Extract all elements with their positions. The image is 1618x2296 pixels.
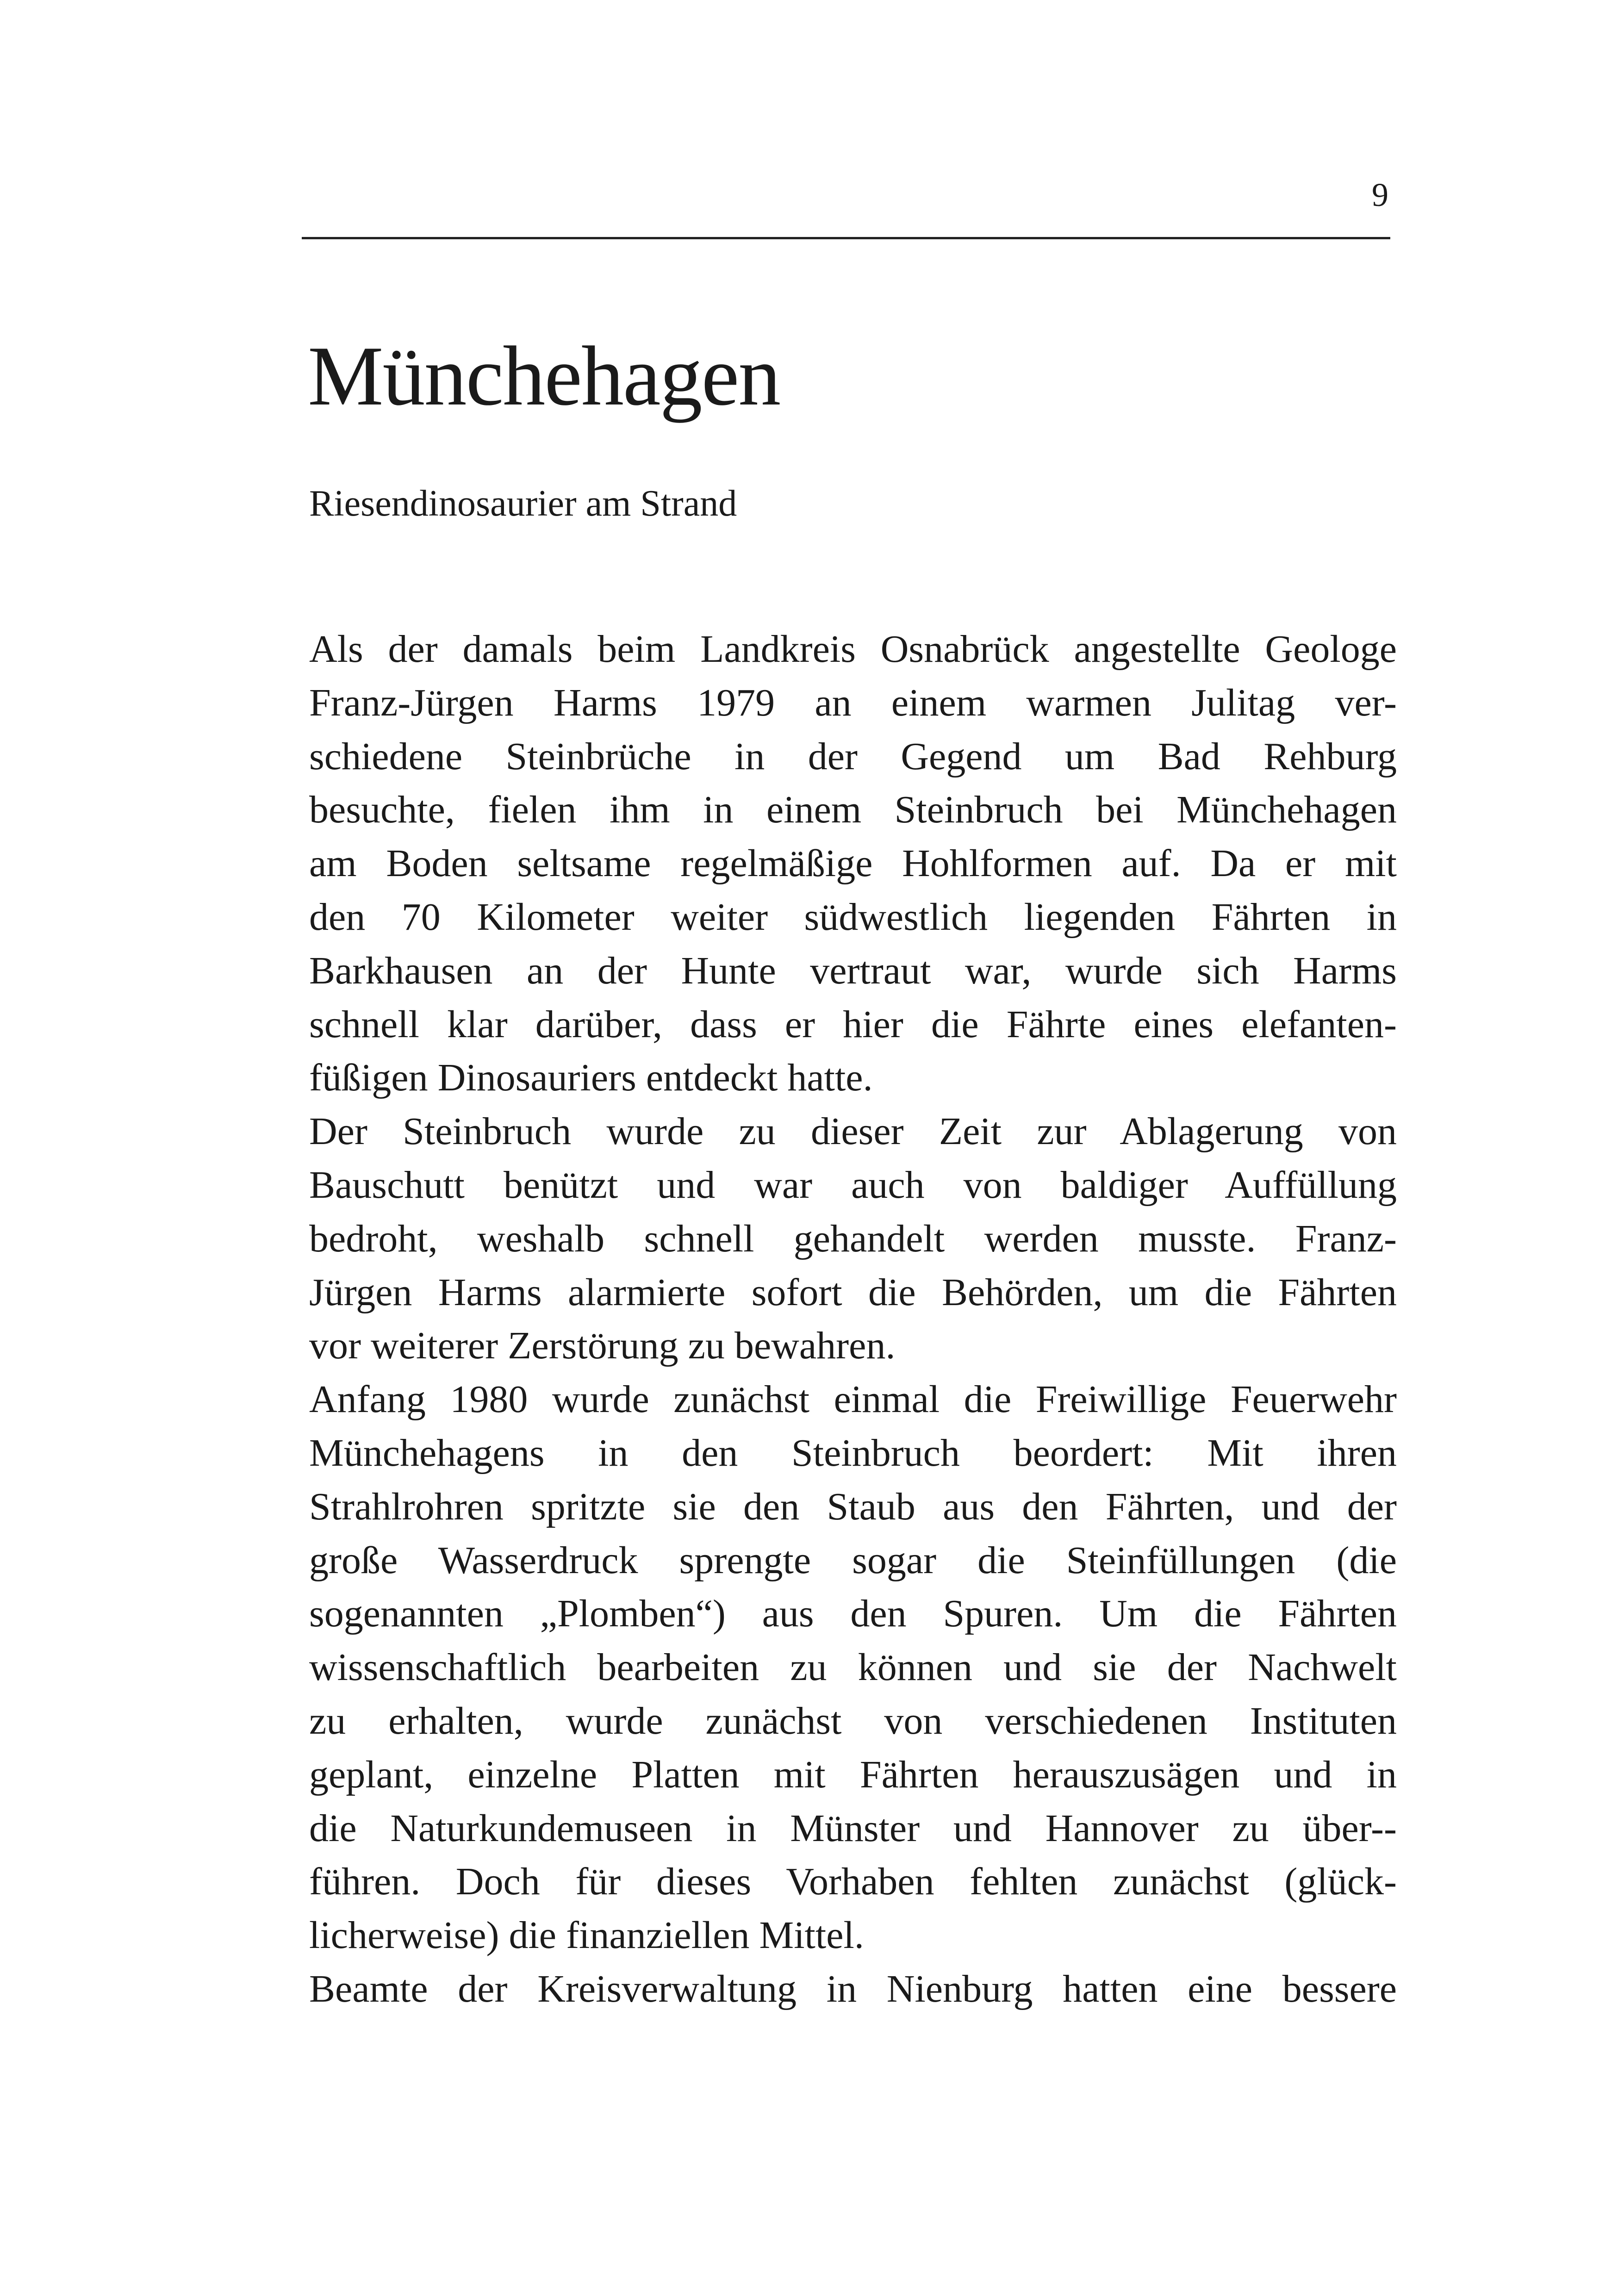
text-line: schnell klar darüber, dass er hier die Fährte eines elefanten- <box>309 1002 1397 1046</box>
text-line: Der Steinbruch wurde zu dieser Zeit zur Ablagerung von <box>309 1110 1397 1153</box>
text-line: große Wasserdruck sprengte sogar die Steinfüllungen (die <box>309 1538 1397 1582</box>
text-line: licherweise) die finanziellen Mittel. <box>309 1914 864 1957</box>
text-line: Barkhausen an der Hunte vertraut war, wurde sich Harms <box>309 949 1397 992</box>
text-line: sogenannten „Plomben“) aus den Spuren. Um die Fährten <box>309 1592 1397 1636</box>
text-line: füßigen Dinosauriers entdeckt hatte. <box>309 1056 873 1100</box>
page-number: 9 <box>1372 176 1388 213</box>
chapter-subtitle: Riesendinosaurier am Strand <box>309 483 737 524</box>
text-line: zu erhalten, wurde zunächst von verschiedenen Instituten <box>309 1699 1397 1742</box>
chapter-title: Münchehagen <box>308 329 780 423</box>
text-line: Bauschutt benützt und war auch von baldiger Auffüllung <box>309 1163 1397 1207</box>
text-line: Als der damals beim Landkreis Osnabrück angestellte Geologe <box>309 628 1397 671</box>
text-line: Franz-Jürgen Harms 1979 an einem warmen Julitag ver- <box>309 681 1397 724</box>
text-line: die Naturkundemuseen in Münster und Hannover zu über-- <box>309 1806 1397 1850</box>
text-line: schiedene Steinbrüche in der Gegend um Bad Rehburg <box>309 734 1397 778</box>
text-line: Beamte der Kreisverwaltung in Nienburg hatten eine bessere <box>309 1967 1397 2010</box>
text-line: vor weiterer Zerstörung zu bewahren. <box>309 1324 896 1368</box>
text-line: führen. Doch für dieses Vorhaben fehlten zunächst (glück- <box>309 1860 1397 1904</box>
text-line: am Boden seltsame regelmäßige Hohlformen auf. Da er mit <box>309 842 1397 885</box>
text-line: Anfang 1980 wurde zunächst einmal die Freiwillige Feuerwehr <box>309 1378 1397 1421</box>
text-line: den 70 Kilometer weiter südwestlich liegenden Fährten in <box>309 895 1397 939</box>
text-line: Jürgen Harms alarmierte sofort die Behörden, um die Fährten <box>309 1270 1397 1314</box>
text-line: Strahlrohren spritzte sie den Staub aus den Fährten, und der <box>309 1485 1397 1528</box>
text-line: geplant, einzelne Platten mit Fährten herauszusägen und in <box>309 1753 1397 1796</box>
text-line: bedroht, weshalb schnell gehandelt werden musste. Franz- <box>309 1217 1397 1260</box>
text-line: Münchehagens in den Steinbruch beordert: Mit ihren <box>309 1431 1397 1475</box>
header-rule <box>302 237 1390 239</box>
body-text <box>309 622 1397 2016</box>
text-line: wissenschaftlich bearbeiten zu können und sie der Nachwelt <box>309 1646 1397 1689</box>
text-line: besuchte, fielen ihm in einem Steinbruch bei Münchehagen <box>309 788 1397 832</box>
